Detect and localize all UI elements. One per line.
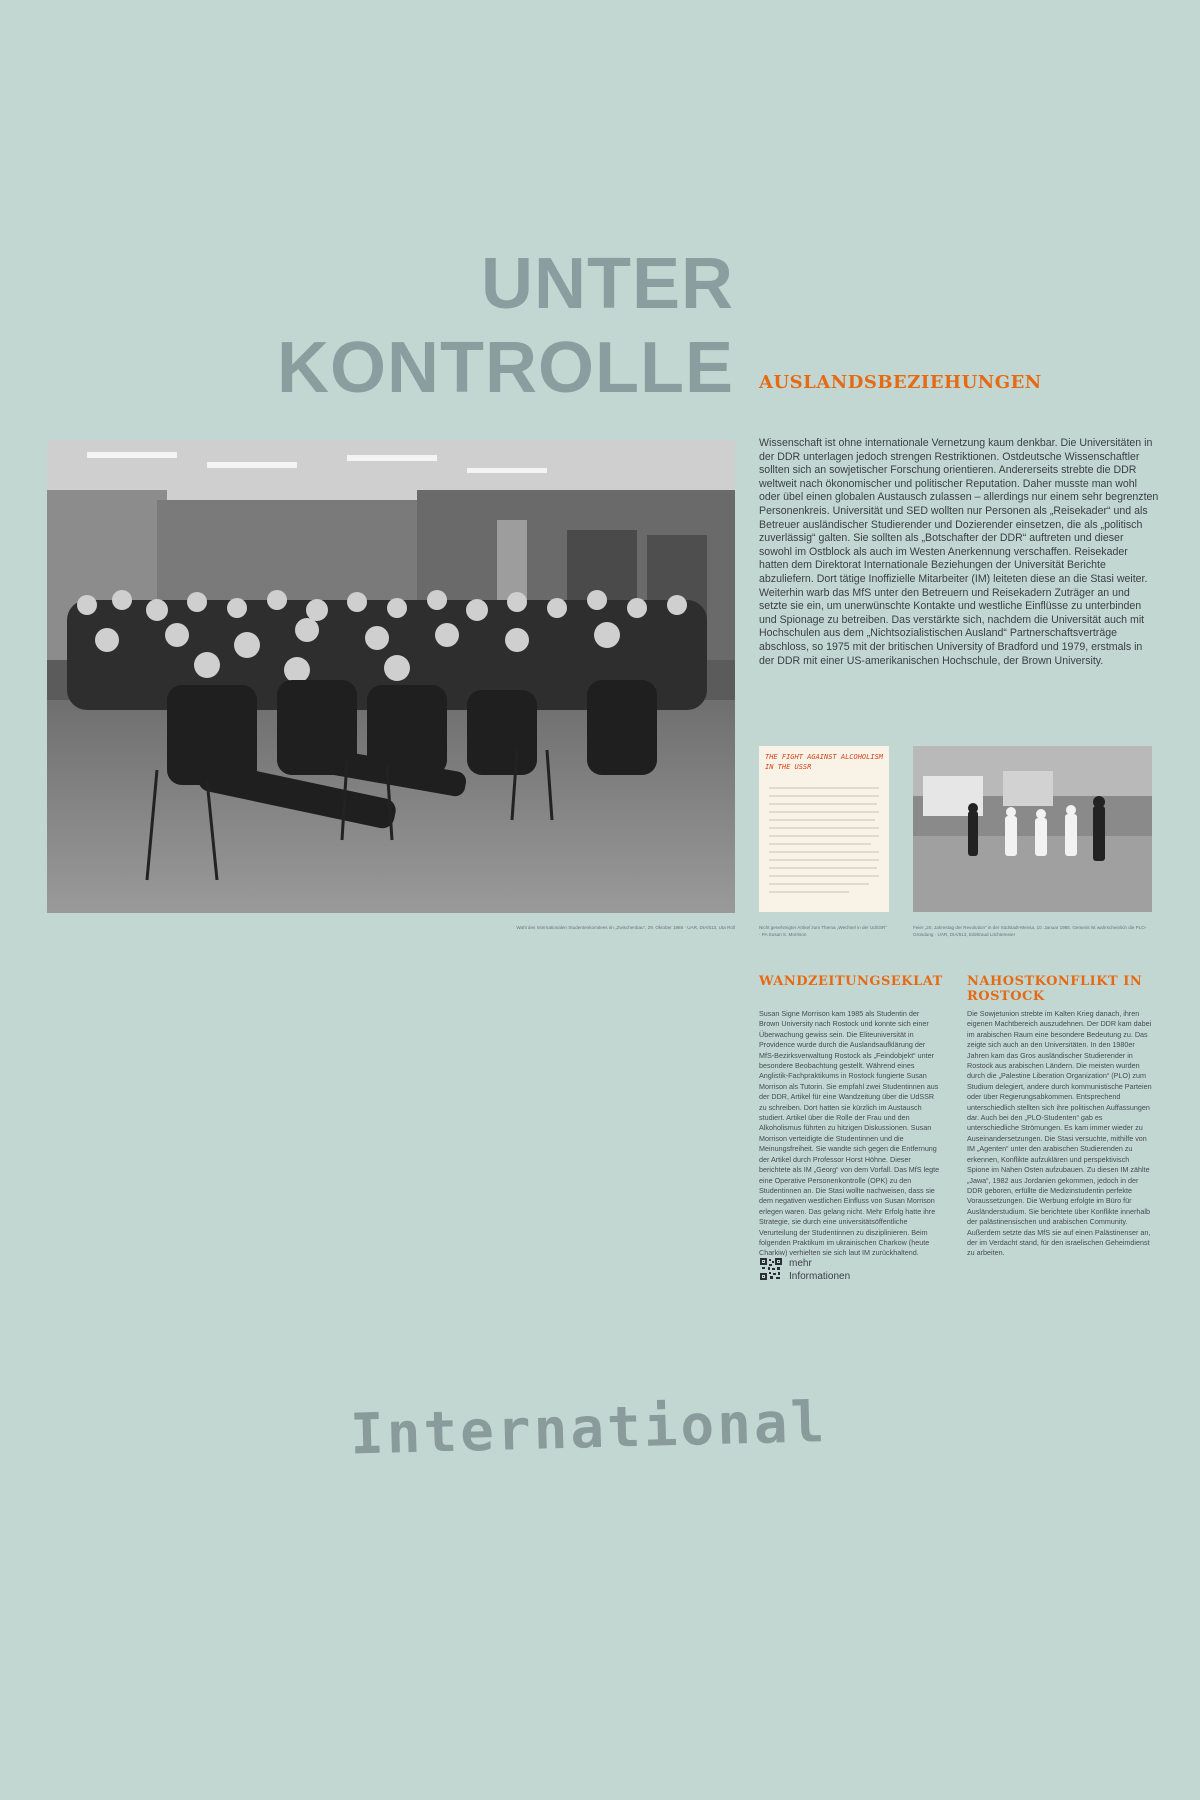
caption-feier-photo: Feier „20. Jahrestag der Revolution“ in der Südstadt-Mensa, 10. Januar 1985. Gemeint ist wahrscheinlich die PLO-Gründung · UAR, DIA/513, Edeltraud Lüchtemeier (913, 925, 1147, 937)
more-info-line-1: mehr (789, 1258, 812, 1269)
feier-photo (913, 746, 1152, 912)
wandzeitung-body-text: Susan Signe Morrison kam 1985 als Studentin der Brown University nach Rostock und konnte sich einer Überwachung gewiss sein. Die Eliteuniversität in Providence wurde durch die Auslandsaufklärung der MfS-Bezirksverwaltung Rostock als „Feindobjekt“ unter besondere Beobachtung gestellt. Während eines Anglistik-Fachpraktikums in Rostock fungierte Susan Morrison als Tutorin. Sie empfahl zwei Studentinnen aus der DDR, Artikel für eine Wandzeitung über die UdSSR zu schreiben. Dort hatten sie kürzlich im Austausch studiert. Artikel über die Rolle der Frau und den Alkoholismus führten zu hitzigen Diskussionen. Susan Morrison verteidigte die Studentinnen und die Meinungsfreiheit. Sie wandte sich gegen die Entfernung der Artikel durch Professor Horst Höhne. Dieser berichtete als IM „Georg“ von dem Vorfall. Das MfS legte eine Operative Personenkontrolle (OPK) zu den Studentinnen an. Die Stasi wollte nachweisen, dass sie dem negativen westlichen Einfluss von Susan Morrison erlegen waren. Das gelang nicht. Mehr Erfolg hatte ihre Strategie, sie durch eine universitätsöffentliche Verurteilung der Studentinnen zu disziplinieren. Beim folgenden Praktikum im ukrainischen Charkow (heute Charkiw) verhielten sie sich laut IM zurückhaltend. (759, 1009, 940, 1258)
title-line-1: UNTER (481, 244, 734, 324)
section-heading-wandzeitungseklat: WANDZEITUNGSEKLAT (759, 974, 943, 989)
section-heading-auslandsbeziehungen: AUSLANDSBEZIEHUNGEN (759, 372, 1042, 393)
document-handwritten-title: THE FIGHT AGAINST ALCOHOLISM IN THE USSR (765, 753, 884, 771)
main-body-text: Wissenschaft ist ohne internationale Vernetzung kaum denkbar. Die Universitäten in der DDR unterlagen jedoch strengen Restriktionen. Ostdeutsche Wissenschaftler sollten sich an sowjetischer Forschung orientieren. Andererseits strebte die DDR weltweit nach ökonomischer und politischer Reputation. Daher musste man wohl oder übel einen globalen Austausch zulassen – allerdings nur einem sehr begrenzten Personenkreis. Universität und SED wollten nur Personen als „Reisekader“ und als Betreuer ausländischer Studierender und Dozierender einsetzen, die als „politisch zuverlässig“ galten. Sie sollten als „Botschafter der DDR“ auftreten und dieser sowohl im Ostblock als auch im Westen Anerkennung verschaffen. Reisekader hatten dem Direktorat Internationale Beziehungen der Universität Berichte abzuliefern. Dort tätige Inoffizielle Mitarbeiter (IM) leiteten diese an die Stasi weiter. Weiterhin warb das MfS unter den Betreuern und Reisekadern Zuträger an und setzte sie ein, um unerwünschte Kontakte und westliche Einflüsse zu unterbinden und Spionage zu betreiben. Das verstärkte sich, nachdem die Universität auch mit Hochschulen aus dem „Nichtsozialistischen Ausland“ Partnerschaftsverträge abschloss, so 1975 mit der britischen University of Bradford und 1979, erstmals in der DDR mit einer US-amerikanischen Hochschule, der Brown University. (759, 437, 1159, 667)
more-info-link[interactable] (789, 1257, 869, 1283)
nahost-body-text: Die Sowjetunion strebte im Kalten Krieg danach, ihren eigenen Machtbereich auszudehnen. Der DDR kam dabei im arabischen Raum eine besondere Bedeutung zu. Das zeigte sich auch an den Universitäten. In den 1980er Jahren kam das Gros ausländischer Studierender in Rostock aus arabischen Ländern. Die meisten wurden durch die „Palestine Liberation Organization“ (PLO) zum Studium delegiert, andere durch kommunistische Parteien oder über Regierungsabkommen. Entsprechend unterschiedlich stellten sich ihre politischen Auffassungen dar. Auch bei den „PLO-Studenten“ gab es unterschiedliche Strömungen. Es kam immer wieder zu Auseinandersetzungen. Die Stasi versuchte, mithilfe von IM „Agenten“ unter den arabischen Studierenden zu erkennen, Konflikte aufzuklären und perspektivisch Spione im Nahen Osten aufzubauen. Zu diesen IM zählte „Jawa“, 1982 aus Jordanien gekommen, jedoch in der DDR geboren, erfüllte die Medizinstudentin perfekte Voraussetzungen. Die Werbung erfolgte im Büro für Ausländerstudium. Sie berichtete über Konflikte innerhalb der palästinensischen und arabischen Community. Außerdem setzte das MfS sie auf einen Palästinenser an, der im Verdacht stand, für den israelischen Geheimdienst zu arbeiten. (967, 1009, 1152, 1258)
caption-document: Nicht genehmigter Artikel zum Thema „Wechsel in der UdSSR“ · PA Susan S. Morrison (759, 925, 887, 937)
auditorium-photo (47, 440, 735, 913)
more-info-line-2: Informationen (789, 1271, 851, 1282)
title-line-2: KONTROLLE (277, 328, 734, 408)
international-stamp: International (349, 1390, 829, 1468)
caption-main-photo: Wahl des Internationalen Studentenkomitees im „Zwischenbau“, 29. Oktober 1986 · UAR, DIA/513, Uta Roll (516, 925, 735, 930)
section-heading-nahostkonflikt: NAHOSTKONFLIKT IN ROSTOCK (967, 974, 1143, 1004)
qr-code[interactable] (760, 1258, 782, 1280)
